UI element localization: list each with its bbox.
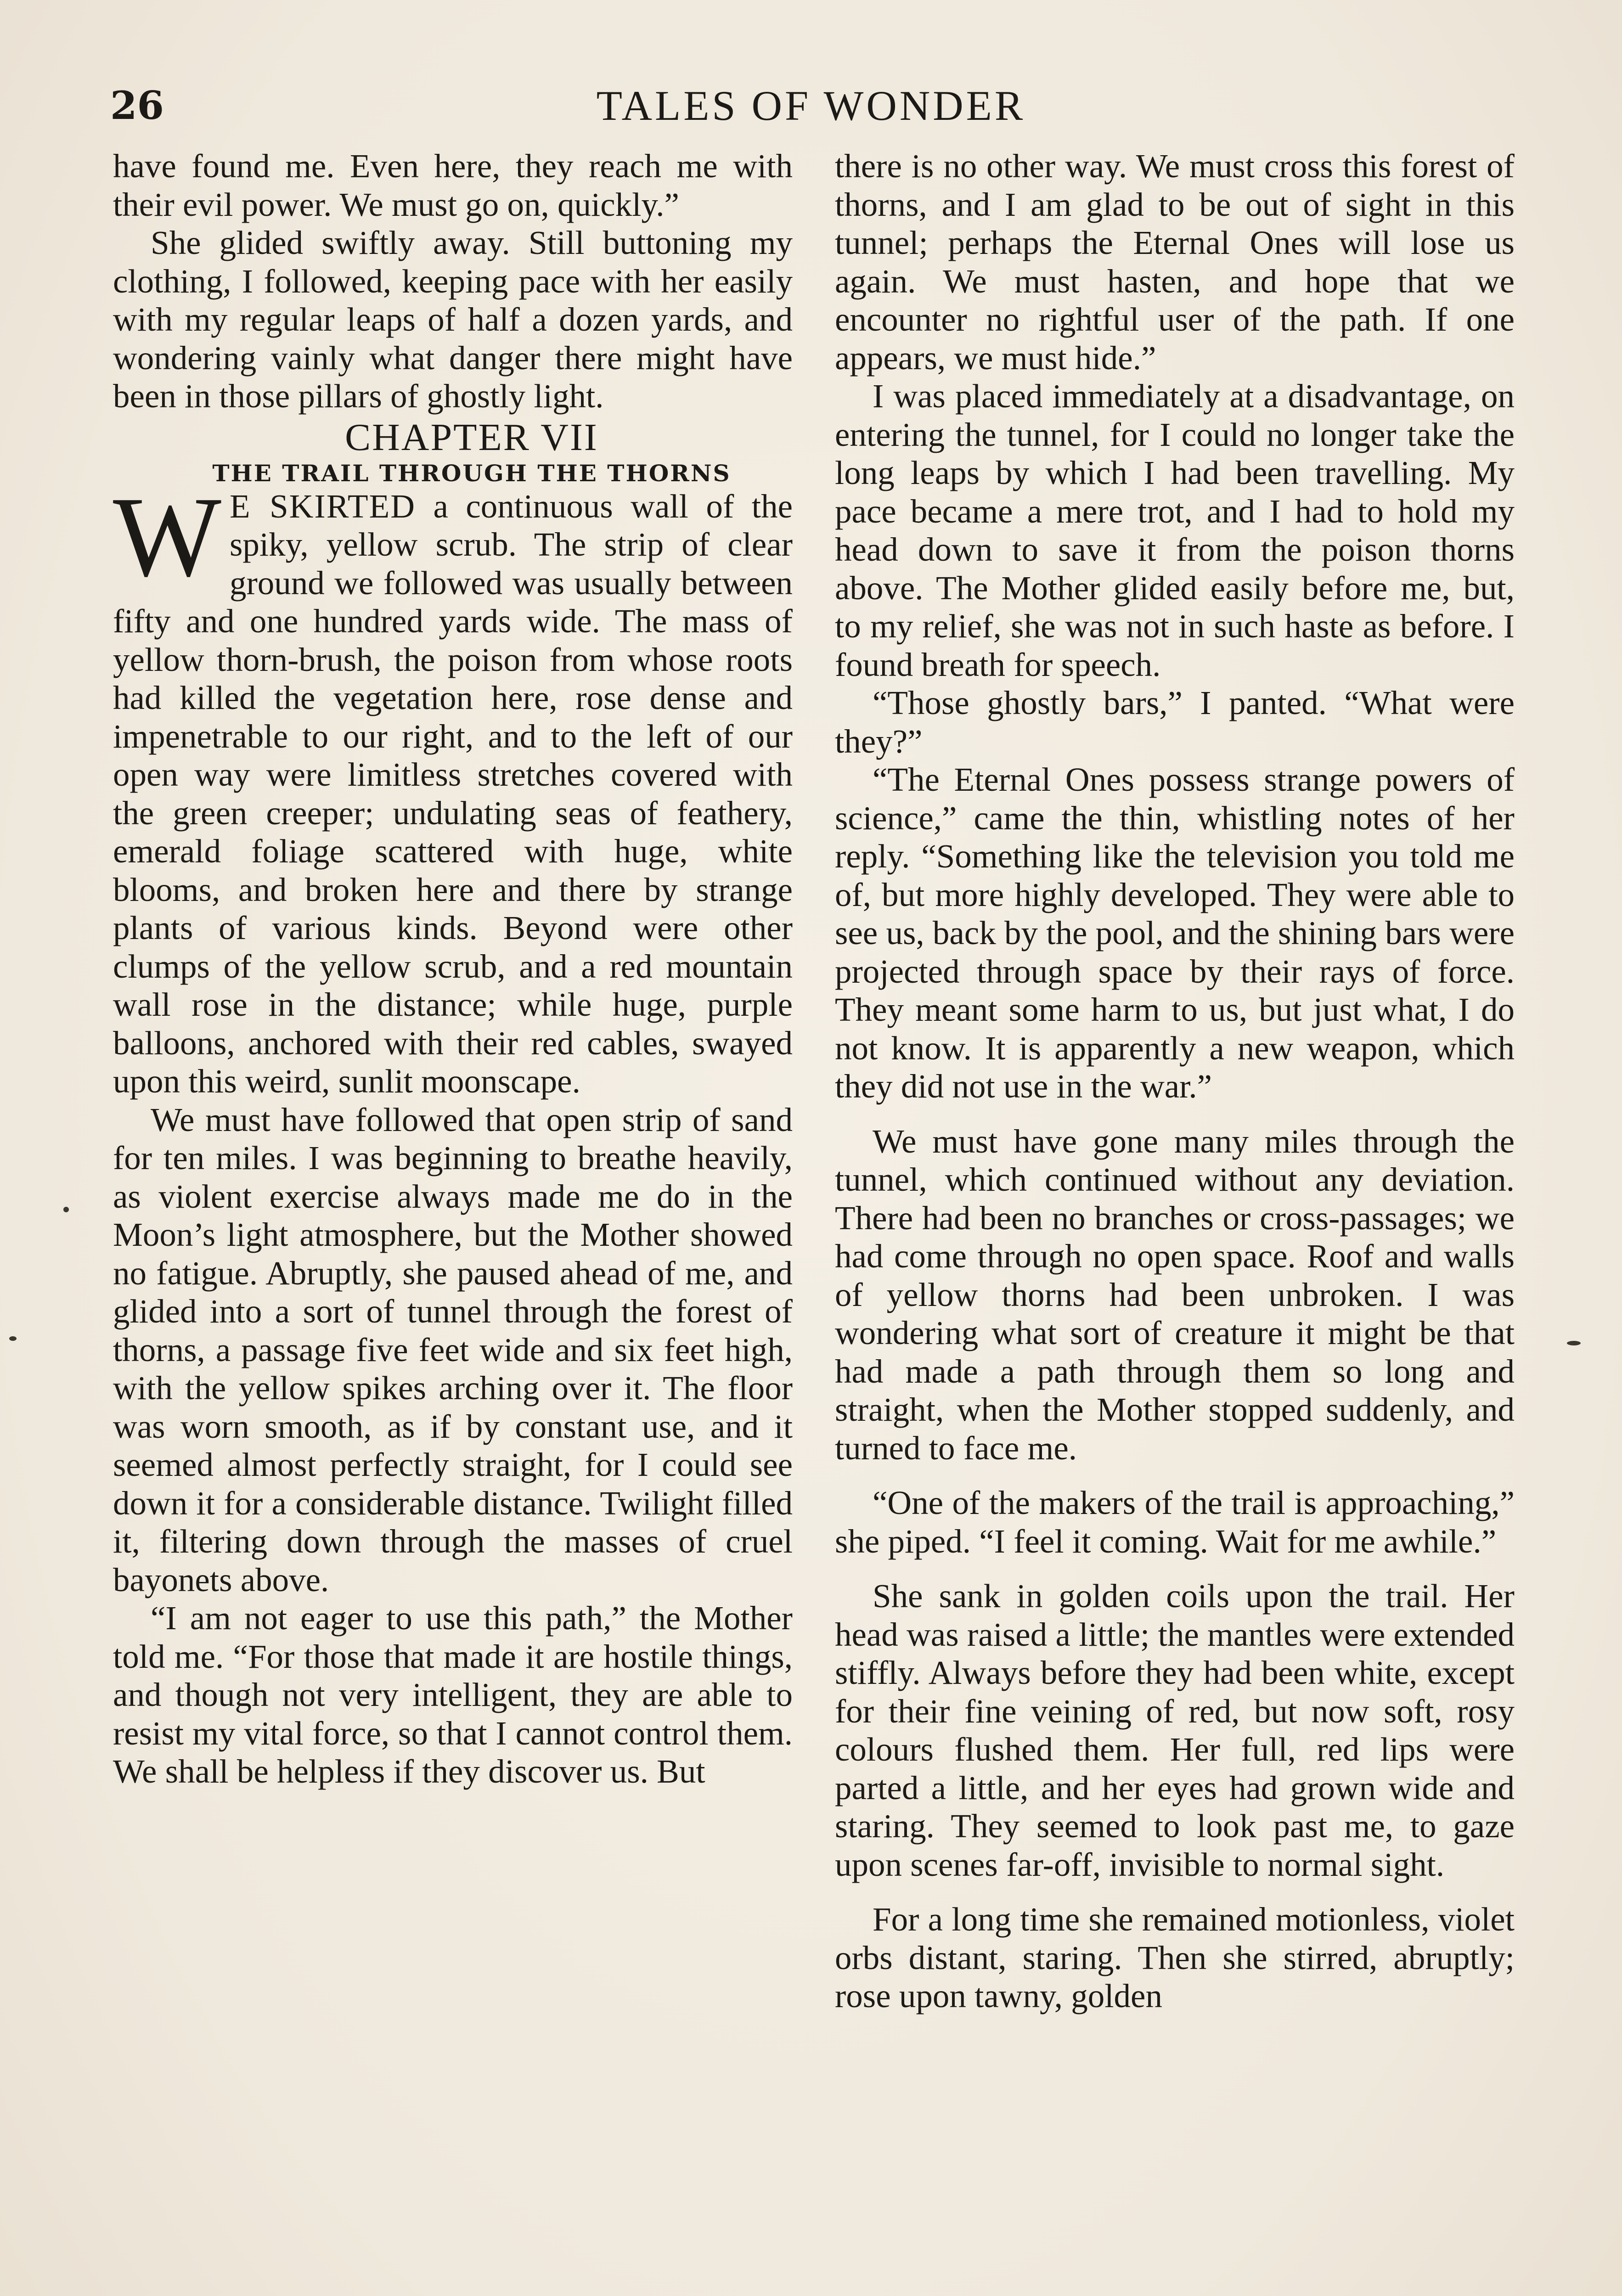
drop-cap: W xyxy=(113,473,221,601)
paragraph: “Those ghostly bars,” I panted. “What were they?” xyxy=(835,684,1515,760)
paragraph: “The Eternal Ones possess strange powers of science,” came the thin, whistling notes of her reply. “Something like the television you told me of, but more highly developed. They were able to see us, back by the pool, and the shining bars were projected through space by their rays of force. They meant some harm to us, but just what, I do not know. It is apparently a new weapon, which they did not use in the war.” xyxy=(835,761,1515,1105)
page-number: 26 xyxy=(110,83,164,128)
chapter-heading xyxy=(113,416,793,487)
paragraph: She glided swiftly away. Still buttoning my clothing, I followed, keeping pace with her easily with my regular leaps of half a dozen yards, and wondering vainly what danger there might have been in those pillars of ghostly light. xyxy=(113,224,793,415)
paragraph: have found me. Even here, they reach me with their evil power. We must go on, quickly.” xyxy=(113,147,793,223)
chapter-title: CHAPTER VII xyxy=(345,416,598,459)
paragraph: there is no other way. We must cross this forest of thorns, and I am glad to be out of sight in this tunnel; perhaps the Eternal Ones will lose us again. We must hasten, and hope that we encounter no rightful user of the path. If one appears, we must hide.” xyxy=(835,147,1515,377)
print-speck xyxy=(1567,1341,1581,1345)
paragraph: I was placed immediately at a disadvantage, on entering the tunnel, for I could no longer take the long leaps by which I had been travelling. My pace became a mere trot, and I had to hold my head down to save it from the poison thorns above. The Mother glided easily before me, but, to my relief, she was not in such haste as before. I found breath for speech. xyxy=(835,377,1515,683)
dropcap-text: a continuous wall of the spiky, yellow scrub. The strip of clear ground we followed was usually between fifty and one hundred yards wide. The mass of yellow thorn-brush, the poison from whose roots had killed the vegetation here, rose dense and impenetrable to our right, and to the left of our open way were limitless stretches covered with the green creeper; undulating seas of feathery, emerald foliage scattered with huge, white blooms, and broken here and there by strange plants of various kinds. Beyond were other clumps of the yellow scrub, and a red mountain wall rose in the distance; while huge, purple balloons, anchored with their red cables, swayed upon this weird, sunlit moonscape. xyxy=(113,487,793,1100)
right-column xyxy=(835,147,1515,2015)
paragraph: “One of the makers of the trail is approaching,” she piped. “I feel it coming. Wait for me awhile.” xyxy=(835,1484,1515,1560)
dropcap-smallcaps: E SKIRTED xyxy=(229,487,416,525)
page-header xyxy=(110,83,1512,138)
paragraph: “I am not eager to use this path,” the Mother told me. “For those that made it are hostile things, and though not very intelligent, they are able to resist my vital force, so that I cannot control them. We shall be helpless if they discover us. But xyxy=(113,1599,793,1790)
print-speck xyxy=(63,1207,69,1212)
paragraph: She sank in golden coils upon the trail. Her head was raised a little; the mantles were extended stiffly. Always before they had been white, except for their fine veining of red, but now soft, rosy colours flushed them. Her full, red lips were parted a little, and her eyes had grown wide and staring. They seemed to look past me, to gaze upon scenes far-off, invisible to normal sight. xyxy=(835,1577,1515,1883)
left-column xyxy=(113,147,793,1791)
paragraph: For a long time she remained motionless, violet orbs distant, staring. Then she stirred, abruptly; rose upon tawny, golden xyxy=(835,1901,1515,2015)
running-head: TALES OF WONDER xyxy=(596,82,1026,129)
chapter-subtitle: THE TRAIL THROUGH THE THORNS xyxy=(212,459,731,487)
paragraph: We must have followed that open strip of sand for ten miles. I was beginning to breathe heavily, as violent exercise always made me do in the Moon’s light atmosphere, but the Mother showed no fatigue. Abruptly, she paused ahead of me, and glided into a sort of tunnel through the forest of thorns, a passage five feet wide and six feet high, with the yellow spikes arching over it. The floor was worn smooth, as if by constant use, and it seemed almost perfectly straight, for I could see down it for a considerable distance. Twilight filled it, filtering down through the masses of cruel bayonets above. xyxy=(113,1101,793,1598)
print-speck xyxy=(9,1336,17,1341)
paragraph: We must have gone many miles through the tunnel, which continued without any deviation. There had been no branches or cross-passages; we had come through no open space. Roof and walls of yellow thorns had been unbroken. I was wondering what sort of creature it might be that had made a path through them so long and straight, when the Mother stopped suddenly, and turned to face me. xyxy=(835,1122,1515,1467)
